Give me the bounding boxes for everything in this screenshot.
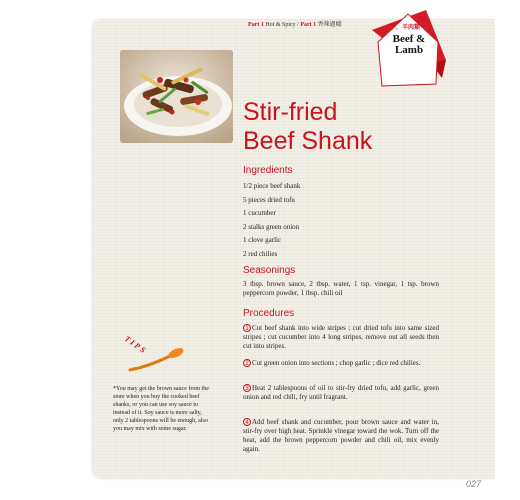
step-text: Cut green onion into sections ; chop garlic ; dice red chilies. — [252, 359, 421, 367]
step-text: Cut beef shank into wide stripes ; cut dried tofu into same sized stripes ; cut cucumber into 4 long stripes, remove out all seeds then cut into stripes. — [243, 324, 439, 350]
step-text: Add beef shank and cucumber, pour brown sauce and water in, stir-fry over high heat. Sprinkle vinegar toward the wok. Turn off the heat, add the brown peppercorn powder and chili oil, mix evenly again. — [243, 418, 439, 453]
tips-label — [110, 330, 200, 380]
step-number: 1 — [243, 324, 251, 332]
list-item: 5 pieces dried tofu — [243, 195, 295, 204]
step-number: 3 — [243, 384, 251, 392]
dish-photo-illustration — [120, 50, 233, 143]
procedure-step — [243, 324, 439, 351]
list-item: 1 cucumber — [243, 209, 276, 217]
seasonings-heading: Seasonings — [243, 265, 296, 276]
step-number: 2 — [243, 359, 251, 367]
tips-note: *You may get the brown sauce from the store when you buy the cooked beef shanks, or you can use soy sauce to instead of it. Soy sauce is more salty, only 2 tablespoons will be enough, also you may mix with some sugar. — [113, 386, 209, 432]
procedures-heading: Procedures — [243, 308, 295, 319]
badge-cn-label: 牛、羊肉類 — [390, 24, 421, 31]
list-item: 2 red chilies — [243, 249, 278, 258]
procedure-step — [243, 359, 439, 368]
step-number: 4 — [243, 418, 251, 426]
list-item: 2 stalks green onion — [243, 222, 300, 231]
category-badge — [368, 8, 450, 92]
list-item: 1/2 piece beef shank — [243, 182, 301, 190]
ingredients-list — [243, 180, 443, 261]
recipe-title: Stir-fried Beef Shank — [243, 98, 373, 155]
tips-text: TIPS — [122, 334, 149, 356]
ingredients-heading: Ingredients — [243, 165, 293, 176]
list-item: 1 clove garlic — [243, 236, 282, 244]
procedure-step — [243, 418, 439, 454]
procedure-step — [243, 384, 439, 402]
page-number: 027 — [466, 479, 482, 489]
running-header: Part 1 Hot & Spicy / Part 1 香辣過癮 — [248, 22, 342, 28]
badge-en-label: Beef & Lamb — [392, 33, 426, 56]
step-text: Heat 2 tablespoons of oil to stir-fry dried tofu, add garlic, green onion and red chili, fry until fragrant. — [243, 384, 439, 401]
spoon-icon — [110, 330, 200, 380]
seasonings-text: 3 tbsp. brown sauce, 2 tbsp. water, 1 tsp. vinegar, 1 tsp. brown peppercorn powder, 1 tbsp. chili oil — [243, 280, 439, 297]
dish-photo — [120, 50, 233, 143]
